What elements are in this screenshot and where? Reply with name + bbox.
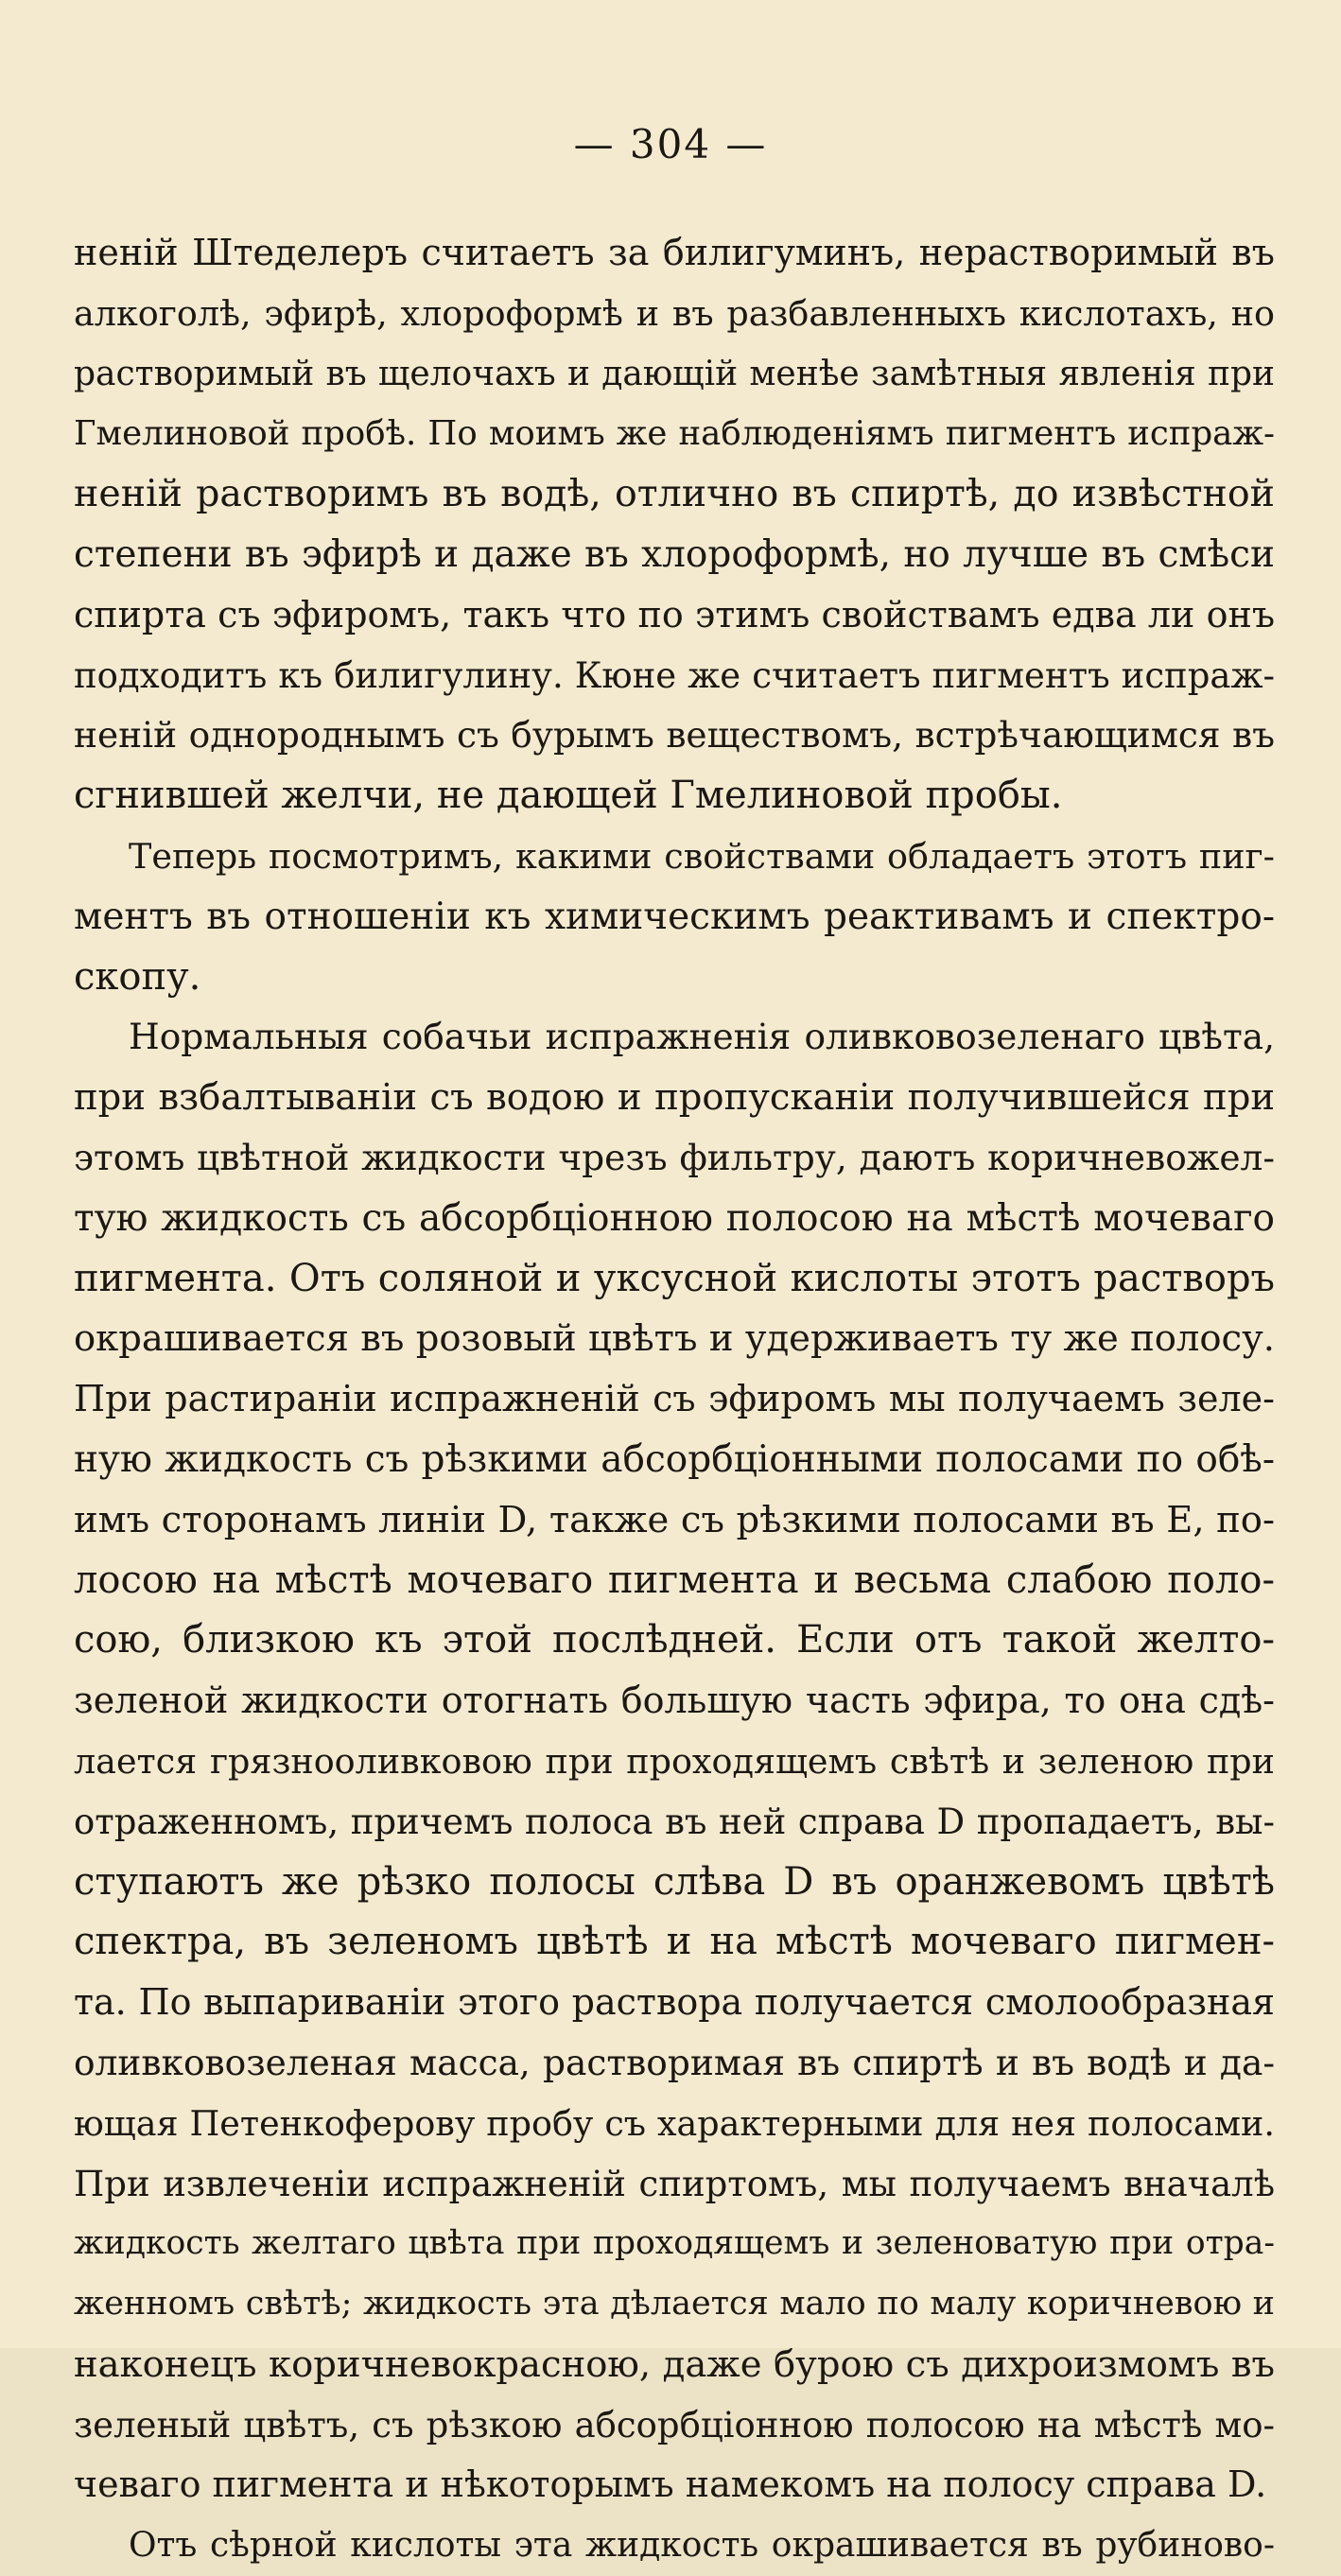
text-line: оливковозеленая масса, растворимая въ спиртѣ и въ водѣ и да- (74, 2041, 1275, 2083)
text-line: подходитъ къ билигулину. Кюне же считаетъ пигментъ испраж- (74, 654, 1275, 696)
text-line: отраженномъ, причемъ полоса въ ней справа D пропадаетъ, вы- (74, 1801, 1275, 1842)
text-line: ступаютъ же рѣзко полосы слѣва D въ оранжевомъ цвѣтѣ (74, 1859, 1275, 1904)
text-line: имъ сторонамъ линіи D, также съ рѣзкими полосами въ E, по- (74, 1498, 1275, 1541)
text-line: Теперь посмотримъ, какими свойствами обладаетъ этотъ пиг- (129, 835, 1275, 877)
text-line: неній однороднымъ съ бурымъ веществомъ, встрѣчающимся въ (74, 714, 1275, 757)
text-line: неній растворимъ въ водѣ, отлично въ спиртѣ, до извѣстной (74, 472, 1275, 516)
text-line: та. По выпариваніи этого раствора получается смолообразная (74, 1981, 1275, 2024)
text-line: зеленый цвѣтъ, съ рѣзкою абсорбціонною полосою на мѣстѣ мо- (74, 2404, 1275, 2445)
text-line: зеленой жидкости отогнать большую часть эфира, то она сдѣ- (74, 1680, 1275, 1722)
body-text (74, 223, 1275, 2576)
text-line: Отъ сѣрной кислоты эта жидкость окрашивается въ рубиново- (129, 2526, 1275, 2566)
text-line: женномъ свѣтѣ; жидкость эта дѣлается мало по малу коричневою и (74, 2285, 1275, 2324)
text-line: наконецъ коричневокрасною, даже бурою съ дихроизмомъ въ (74, 2342, 1275, 2386)
text-line: при взбалтываніи съ водою и пропусканіи получившейся при (74, 1076, 1275, 1120)
text-line: ющая Петенкоферову пробу съ характерными для нея полосами. (74, 2102, 1275, 2144)
text-line: чеваго пигмента и нѣкоторымъ намекомъ на полосу справа D. (74, 2463, 1267, 2506)
text-line: этомъ цвѣтной жидкости чрезъ фильтру, даютъ коричневожел- (74, 1136, 1275, 1178)
page-number: — 304 — (573, 121, 768, 167)
text-line: ментъ въ отношеніи къ химическимъ реактивамъ и спектро- (74, 895, 1275, 938)
text-line: спирта съ эфиромъ, такъ что по этимъ свойствамъ едва ли онъ (74, 593, 1275, 635)
text-line: сгнившей желчи, не дающей Гмелиновой пробы. (74, 774, 1063, 818)
text-line: Гмелиновой пробѣ. По моимъ же наблюденіямъ пигментъ испраж- (74, 414, 1275, 454)
text-line: скопу. (74, 954, 201, 999)
text-line: алкоголѣ, эфирѣ, хлороформѣ и въ разбавленныхъ кислотахъ, но (74, 292, 1275, 334)
text-line: лается грязнооливковою при проходящемъ свѣтѣ и зеленою при (74, 1740, 1275, 1782)
text-line: спектра, въ зеленомъ цвѣтѣ и на мѣстѣ мочеваго пигмен- (74, 1920, 1275, 1964)
text-line: При извлеченіи испражненій спиртомъ, мы получаемъ вначалѣ (74, 2163, 1275, 2204)
text-line: жидкость желтаго цвѣта при проходящемъ и зеленоватую при отра- (74, 2224, 1275, 2263)
text-line: ную жидкость съ рѣзкими абсорбціонными полосами по обѣ- (74, 1437, 1275, 1481)
text-line: окрашивается въ розовый цвѣтъ и удерживаетъ ту же полосу. (74, 1317, 1275, 1361)
text-line: лосою на мѣстѣ мочеваго пигмента и весьма слабою поло- (74, 1558, 1275, 1602)
text-line: неній Штеделеръ считаетъ за билигуминъ, нерастворимый въ (74, 232, 1275, 273)
text-line: При растираніи испражненій съ эфиромъ мы получаемъ зеле- (74, 1378, 1275, 1420)
text-line: сою, близкою къ этой послѣдней. Если отъ такой желто- (74, 1618, 1275, 1662)
text-line: растворимый въ щелочахъ и дающій менѣе замѣтныя явленія при (74, 354, 1275, 393)
text-line: Нормальныя собачьи испражненія оливковозеленаго цвѣта, (129, 1016, 1275, 1058)
text-line: тую жидкость съ абсорбціонною полосою на мѣстѣ мочеваго (74, 1196, 1275, 1240)
text-line: пигмента. Отъ соляной и уксусной кислоты этотъ растворъ (74, 1256, 1275, 1300)
text-line: степени въ эфирѣ и даже въ хлороформѣ, но лучше въ смѣси (74, 532, 1275, 576)
